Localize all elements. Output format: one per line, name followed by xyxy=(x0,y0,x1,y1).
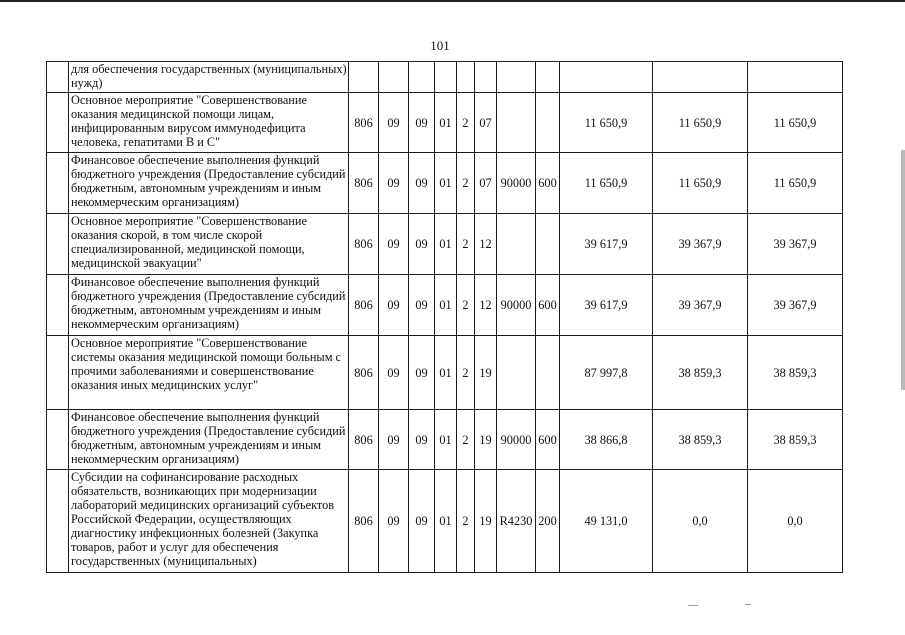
blank-cell xyxy=(47,470,69,573)
target-code-4 xyxy=(497,336,536,410)
target-code-1: 01 xyxy=(435,214,457,275)
amount-year-3: 11 650,9 xyxy=(748,153,843,214)
row-description: Субсидии на софинансирование расходных обязательств, возникающих при модернизации лабораторий медицинских организаций субъектов Российской Федерации, осуществляющих диагностику инфекционных болезней (Закупка товаров, работ и услуг для обеспечения государственных (муниципальных) xyxy=(69,470,349,573)
target-code-4: 90000 xyxy=(497,275,536,336)
blank-cell xyxy=(47,336,69,410)
pr-code: 09 xyxy=(409,214,435,275)
vr-code: 600 xyxy=(536,410,560,470)
vr-code xyxy=(536,336,560,410)
vr-code: 200 xyxy=(536,470,560,573)
amount-year-3: 38 859,3 xyxy=(748,410,843,470)
target-code-1: 01 xyxy=(435,93,457,153)
gr-code: 806 xyxy=(349,153,379,214)
row-description: Основное мероприятие "Совершенствование оказания медицинской помощи лицам, инфицированным вирусом иммунодефицита человека, гепатитами В и С" xyxy=(69,93,349,153)
target-code-1: 01 xyxy=(435,275,457,336)
target-code-1: 01 xyxy=(435,336,457,410)
vr-code xyxy=(536,93,560,153)
blank-cell xyxy=(47,62,69,93)
amount-year-3: 39 367,9 xyxy=(748,275,843,336)
target-code-2: 2 xyxy=(457,153,475,214)
table-row xyxy=(47,275,843,336)
row-description: для обеспечения государственных (муниципальных) нужд) xyxy=(69,62,349,93)
gr-code: 806 xyxy=(349,410,379,470)
page-number: 101 xyxy=(430,38,450,53)
budget-table xyxy=(46,61,843,573)
target-code-4 xyxy=(497,214,536,275)
pr-code: 09 xyxy=(409,336,435,410)
target-code-1: 01 xyxy=(435,153,457,214)
target-code-4: 90000 xyxy=(497,153,536,214)
target-code-2: 2 xyxy=(457,93,475,153)
target-code-2: 2 xyxy=(457,214,475,275)
amount-year-1 xyxy=(560,62,653,93)
page-top-edge xyxy=(0,0,905,2)
gr-code: 806 xyxy=(349,470,379,573)
scan-speck xyxy=(745,604,751,605)
target-code-1 xyxy=(435,62,457,93)
blank-cell xyxy=(47,93,69,153)
gr-code: 806 xyxy=(349,214,379,275)
table-body xyxy=(47,62,843,573)
target-code-3: 12 xyxy=(475,214,497,275)
row-description: Финансовое обеспечение выполнения функций бюджетного учреждения (Предоставление субсидий бюджетным, автономным учреждениям и иным некоммерческим организациям) xyxy=(69,410,349,470)
blank-cell xyxy=(47,275,69,336)
row-description: Финансовое обеспечение выполнения функций бюджетного учреждения (Предоставление субсидий бюджетным, автономным учреждениям и иным некоммерческим организациям) xyxy=(69,275,349,336)
rz-code: 09 xyxy=(379,470,409,573)
amount-year-2 xyxy=(653,62,748,93)
table-row xyxy=(47,62,843,93)
blank-cell xyxy=(47,214,69,275)
target-code-3: 07 xyxy=(475,93,497,153)
table-row xyxy=(47,214,843,275)
target-code-4: R4230 xyxy=(497,470,536,573)
scan-edge-shadow xyxy=(901,150,905,390)
pr-code xyxy=(409,62,435,93)
amount-year-1: 11 650,9 xyxy=(560,153,653,214)
vr-code: 600 xyxy=(536,275,560,336)
target-code-3: 07 xyxy=(475,153,497,214)
amount-year-1: 11 650,9 xyxy=(560,93,653,153)
row-description: Финансовое обеспечение выполнения функций бюджетного учреждения (Предоставление субсидий бюджетным, автономным учреждениям и иным некоммерческим организациям) xyxy=(69,153,349,214)
blank-cell xyxy=(47,410,69,470)
pr-code: 09 xyxy=(409,93,435,153)
target-code-3: 19 xyxy=(475,410,497,470)
target-code-2 xyxy=(457,62,475,93)
table-row xyxy=(47,93,843,153)
target-code-2: 2 xyxy=(457,336,475,410)
vr-code: 600 xyxy=(536,153,560,214)
row-description: Основное мероприятие "Совершенствование оказания скорой, в том числе скорой специализированной, медицинской помощи, медицинской эвакуации" xyxy=(69,214,349,275)
table-row xyxy=(47,470,843,573)
pr-code: 09 xyxy=(409,153,435,214)
scan-speck xyxy=(688,605,698,606)
rz-code xyxy=(379,62,409,93)
amount-year-3: 38 859,3 xyxy=(748,336,843,410)
target-code-4 xyxy=(497,93,536,153)
rz-code: 09 xyxy=(379,93,409,153)
table-row xyxy=(47,410,843,470)
amount-year-3: 39 367,9 xyxy=(748,214,843,275)
target-code-3: 12 xyxy=(475,275,497,336)
amount-year-1: 39 617,9 xyxy=(560,275,653,336)
gr-code xyxy=(349,62,379,93)
target-code-4: 90000 xyxy=(497,410,536,470)
amount-year-2: 38 859,3 xyxy=(653,336,748,410)
amount-year-1: 39 617,9 xyxy=(560,214,653,275)
gr-code: 806 xyxy=(349,275,379,336)
amount-year-3 xyxy=(748,62,843,93)
rz-code: 09 xyxy=(379,410,409,470)
amount-year-2: 11 650,9 xyxy=(653,93,748,153)
amount-year-1: 38 866,8 xyxy=(560,410,653,470)
blank-cell xyxy=(47,153,69,214)
vr-code xyxy=(536,214,560,275)
amount-year-2: 39 367,9 xyxy=(653,214,748,275)
pr-code: 09 xyxy=(409,275,435,336)
table-row xyxy=(47,336,843,410)
target-code-2: 2 xyxy=(457,470,475,573)
gr-code: 806 xyxy=(349,336,379,410)
table-row xyxy=(47,153,843,214)
amount-year-1: 87 997,8 xyxy=(560,336,653,410)
target-code-3: 19 xyxy=(475,470,497,573)
pr-code: 09 xyxy=(409,410,435,470)
amount-year-1: 49 131,0 xyxy=(560,470,653,573)
amount-year-3: 0,0 xyxy=(748,470,843,573)
amount-year-2: 0,0 xyxy=(653,470,748,573)
pr-code: 09 xyxy=(409,470,435,573)
amount-year-3: 11 650,9 xyxy=(748,93,843,153)
rz-code: 09 xyxy=(379,214,409,275)
amount-year-2: 11 650,9 xyxy=(653,153,748,214)
target-code-3 xyxy=(475,62,497,93)
target-code-3: 19 xyxy=(475,336,497,410)
target-code-4 xyxy=(497,62,536,93)
amount-year-2: 39 367,9 xyxy=(653,275,748,336)
vr-code xyxy=(536,62,560,93)
gr-code: 806 xyxy=(349,93,379,153)
target-code-1: 01 xyxy=(435,410,457,470)
rz-code: 09 xyxy=(379,153,409,214)
target-code-2: 2 xyxy=(457,275,475,336)
rz-code: 09 xyxy=(379,336,409,410)
target-code-1: 01 xyxy=(435,470,457,573)
amount-year-2: 38 859,3 xyxy=(653,410,748,470)
rz-code: 09 xyxy=(379,275,409,336)
row-description: Основное мероприятие "Совершенствование системы оказания медицинской помощи больным с прочими заболеваниями и совершенствование оказания иных медицинских услуг" xyxy=(69,336,349,410)
target-code-2: 2 xyxy=(457,410,475,470)
